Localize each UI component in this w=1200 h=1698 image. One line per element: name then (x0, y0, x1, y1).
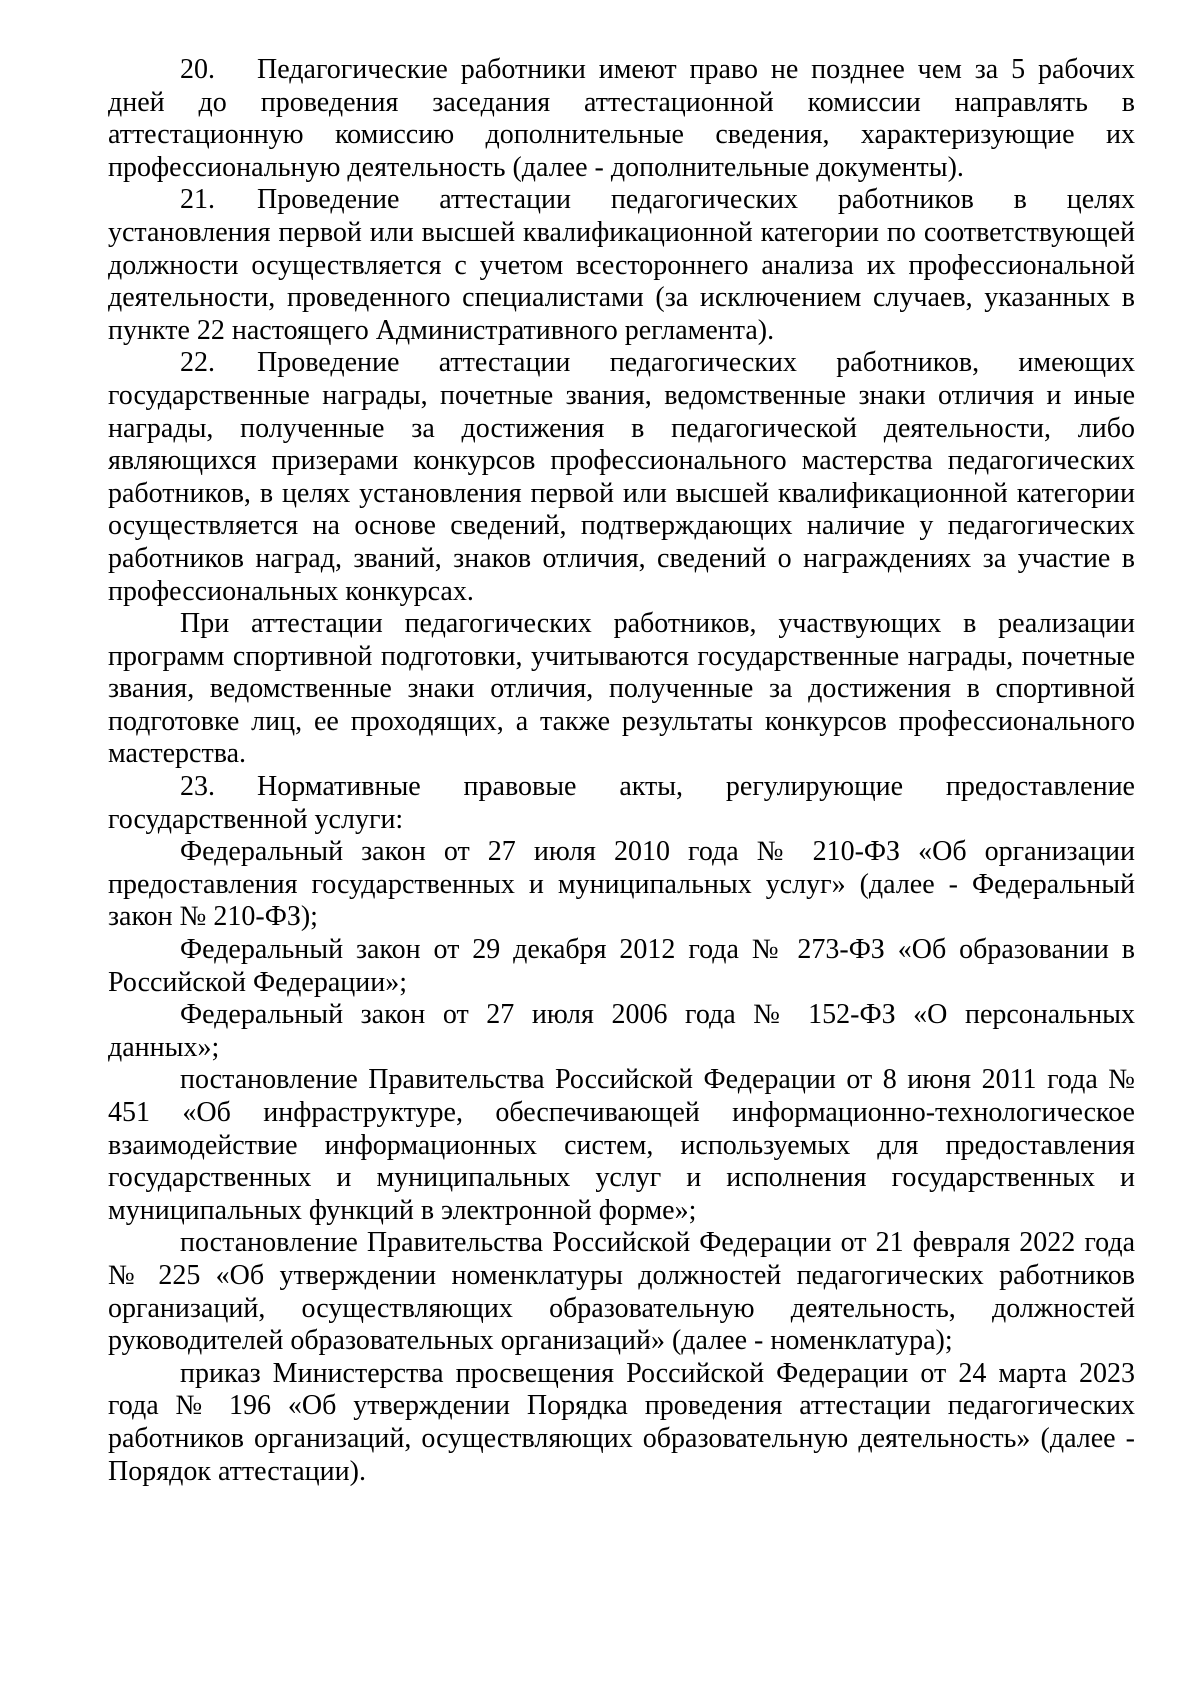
legal-act-postanovlenie-225 (108, 1227, 1135, 1357)
legal-act-postanovlenie-451 (108, 1064, 1135, 1227)
paragraph-text: постановление Правительства Российской Федерации от 21 февраля 2022 года № 225 «Об утверждении номенклатуры должностей педагогических работников организаций, осуществляющих образовательную деятельность, должностей руководителей образовательных организаций» (далее - номенклатура); (108, 1227, 1135, 1357)
paragraph-number: 20. (180, 54, 215, 85)
paragraph-23 (108, 771, 1135, 836)
paragraph-text: приказ Министерства просвещения Российской Федерации от 24 марта 2023 года № 196 «Об утверждении Порядка проведения аттестации педагогических работников организаций, осуществляющих образовательную деятельность» (далее - Порядок аттестации). (108, 1357, 1135, 1487)
paragraph-text: Федеральный закон от 27 июля 2006 года № 152-ФЗ «О персональных данных»; (108, 999, 1135, 1063)
paragraph-text: Проведение аттестации педагогических работников, имеющих государственные награды, почетные звания, ведомственные знаки отличия и иные награды, полученные за достижения в педагогической деятельности, либо являющихся призерами конкурсов профессионального мастерства педагогических работников, в целях установления первой или высшей квалификационной категории осуществляется на основе сведений, подтверждающих наличие у педагогических работников наград, званий, знаков отличия, сведений о награждениях за участие в профессиональных конкурсах. (108, 347, 1135, 607)
paragraph-text: Нормативные правовые акты, регулирующие предоставление государственной услуги: (108, 771, 1135, 835)
legal-act-prikaz-196 (108, 1358, 1135, 1488)
paragraph-text: При аттестации педагогических работников, участвующих в реализации программ спортивной подготовки, учитываются государственные награды, почетные звания, ведомственные знаки отличия, полученные за достижения в спортивной подготовке лиц, ее проходящих, а также результаты конкурсов профессионального мастерства. (108, 608, 1135, 770)
paragraph-20 (108, 54, 1135, 184)
paragraph-22 (108, 347, 1135, 608)
paragraph-sport-training (108, 608, 1135, 771)
document-page (108, 54, 1135, 1488)
paragraph-text: постановление Правительства Российской Федерации от 8 июня 2011 года № 451 «Об инфраструктуре, обеспечивающей информационно-технологическое взаимодействие информационных систем, используемых для предоставления государственных и муниципальных услуг и исполнения государственных и муниципальных функций в электронной форме»; (108, 1064, 1135, 1226)
legal-act-152-fz (108, 999, 1135, 1064)
paragraph-21 (108, 184, 1135, 347)
paragraph-number: 21. (180, 184, 215, 216)
paragraph-text: Педагогические работники имеют право не позднее чем за 5 рабочих дней до проведения заседания аттестационной комиссии направлять в аттестационную комиссию дополнительные сведения, характеризующие их профессиональную деятельность (далее - дополнительные документы). (108, 54, 1135, 183)
paragraph-number: 22. (180, 347, 215, 379)
paragraph-number: 23. (180, 771, 215, 803)
paragraph-text: Федеральный закон от 27 июля 2010 года № 210-ФЗ «Об организации предоставления государственных и муниципальных услуг» (далее - Федеральный закон № 210-ФЗ); (108, 836, 1135, 933)
paragraph-text: Федеральный закон от 29 декабря 2012 года № 273-ФЗ «Об образовании в Российской Федерации»; (108, 934, 1135, 998)
paragraph-text: Проведение аттестации педагогических работников в целях установления первой или высшей квалификационной категории по соответствующей должности осуществляется с учетом всестороннего анализа их профессиональной деятельности, проведенного специалистами (за исключением случаев, указанных в пункте 22 настоящего Административного регламента). (108, 184, 1135, 346)
legal-act-210-fz (108, 836, 1135, 934)
legal-act-273-fz (108, 934, 1135, 999)
